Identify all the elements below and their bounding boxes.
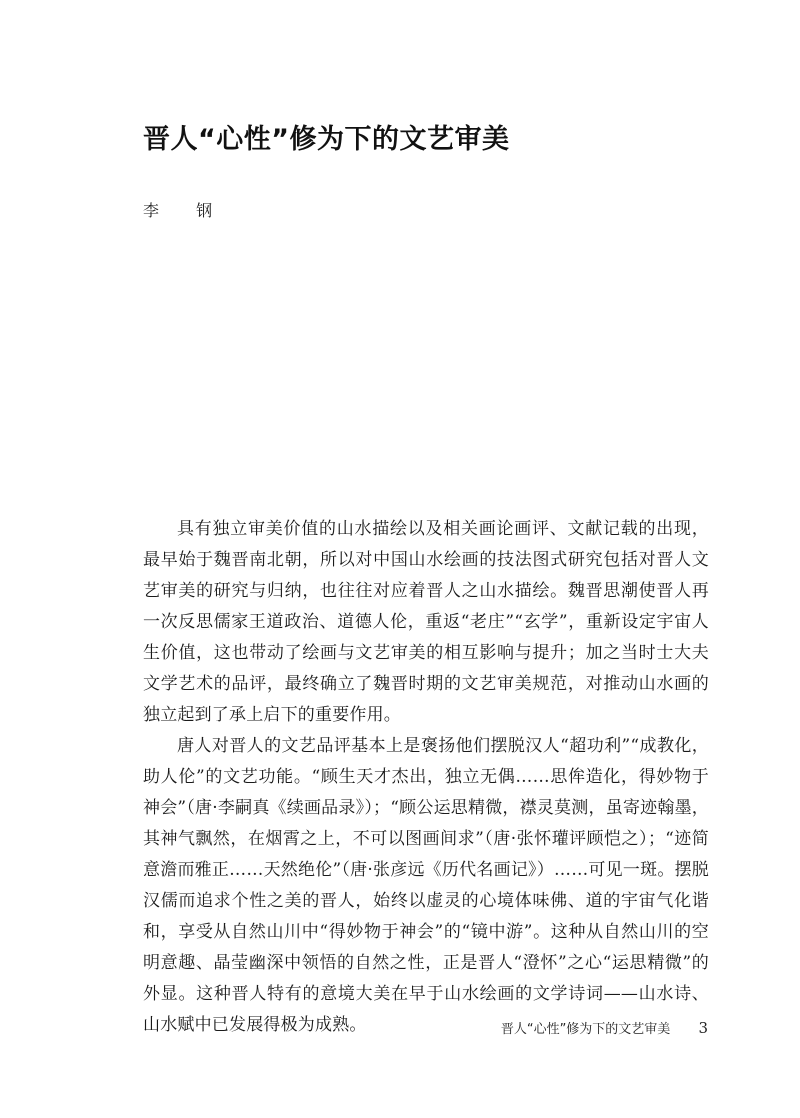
article-author: 李 钢	[143, 201, 229, 220]
body-paragraph: 唐人对晋人的文艺品评基本上是褒扬他们摆脱汉人“超功利”“成教化，助人伦”的文艺功能。“顾生天才杰出，独立无偶……思侔造化，得妙物于神会”（唐·李嗣真《续画品录》）；“顾公运思精微，襟灵莫测，虽寄迹翰墨，其神气飘然，在烟霄之上，不可以图画间求”（唐·张怀瓘评顾恺之）；“迹简意澹而雅正……天然绝伦”（唐·张彦远《历代名画记》）……可见一斑。摆脱汉儒而追求个性之美的晋人，始终以虚灵的心境体味佛、道的宇宙气化谐和，享受从自然山川中“得妙物于神会”的“镜中游”。这种从自然山川的空明意趣、晶莹幽深中领悟的自然之性，正是晋人“澄怀”之心“运思精微”的外显。这种晋人特有的意境大美在早于山水绘画的文学诗词——山水诗、山水赋中已发展得极为成熟。	[143, 736, 709, 1035]
running-title: 晋人“心性”修为下的文艺审美	[500, 1022, 671, 1037]
page-footer	[501, 1018, 708, 1040]
article-body	[143, 514, 709, 1041]
page-number: 3	[698, 1019, 708, 1037]
article-title: 晋人“心性”修为下的文艺审美	[143, 124, 510, 155]
body-paragraph: 具有独立审美价值的山水描绘以及相关画论画评、文献记载的出现，最早始于魏晋南北朝，所以对中国山水绘画的技法图式研究包括对晋人文艺审美的研究与归纳，也往往对应着晋人之山水描绘。魏晋思潮使晋人再一次反思儒家王道政治、道德人伦，重返“老庄”“玄学”，重新设定宇宙人生价值，这也带动了绘画与文艺审美的相互影响与提升；加之当时士大夫文学艺术的品评，最终确立了魏晋时期的文艺审美规范，对推动山水画的独立起到了承上启下的重要作用。	[143, 519, 709, 725]
